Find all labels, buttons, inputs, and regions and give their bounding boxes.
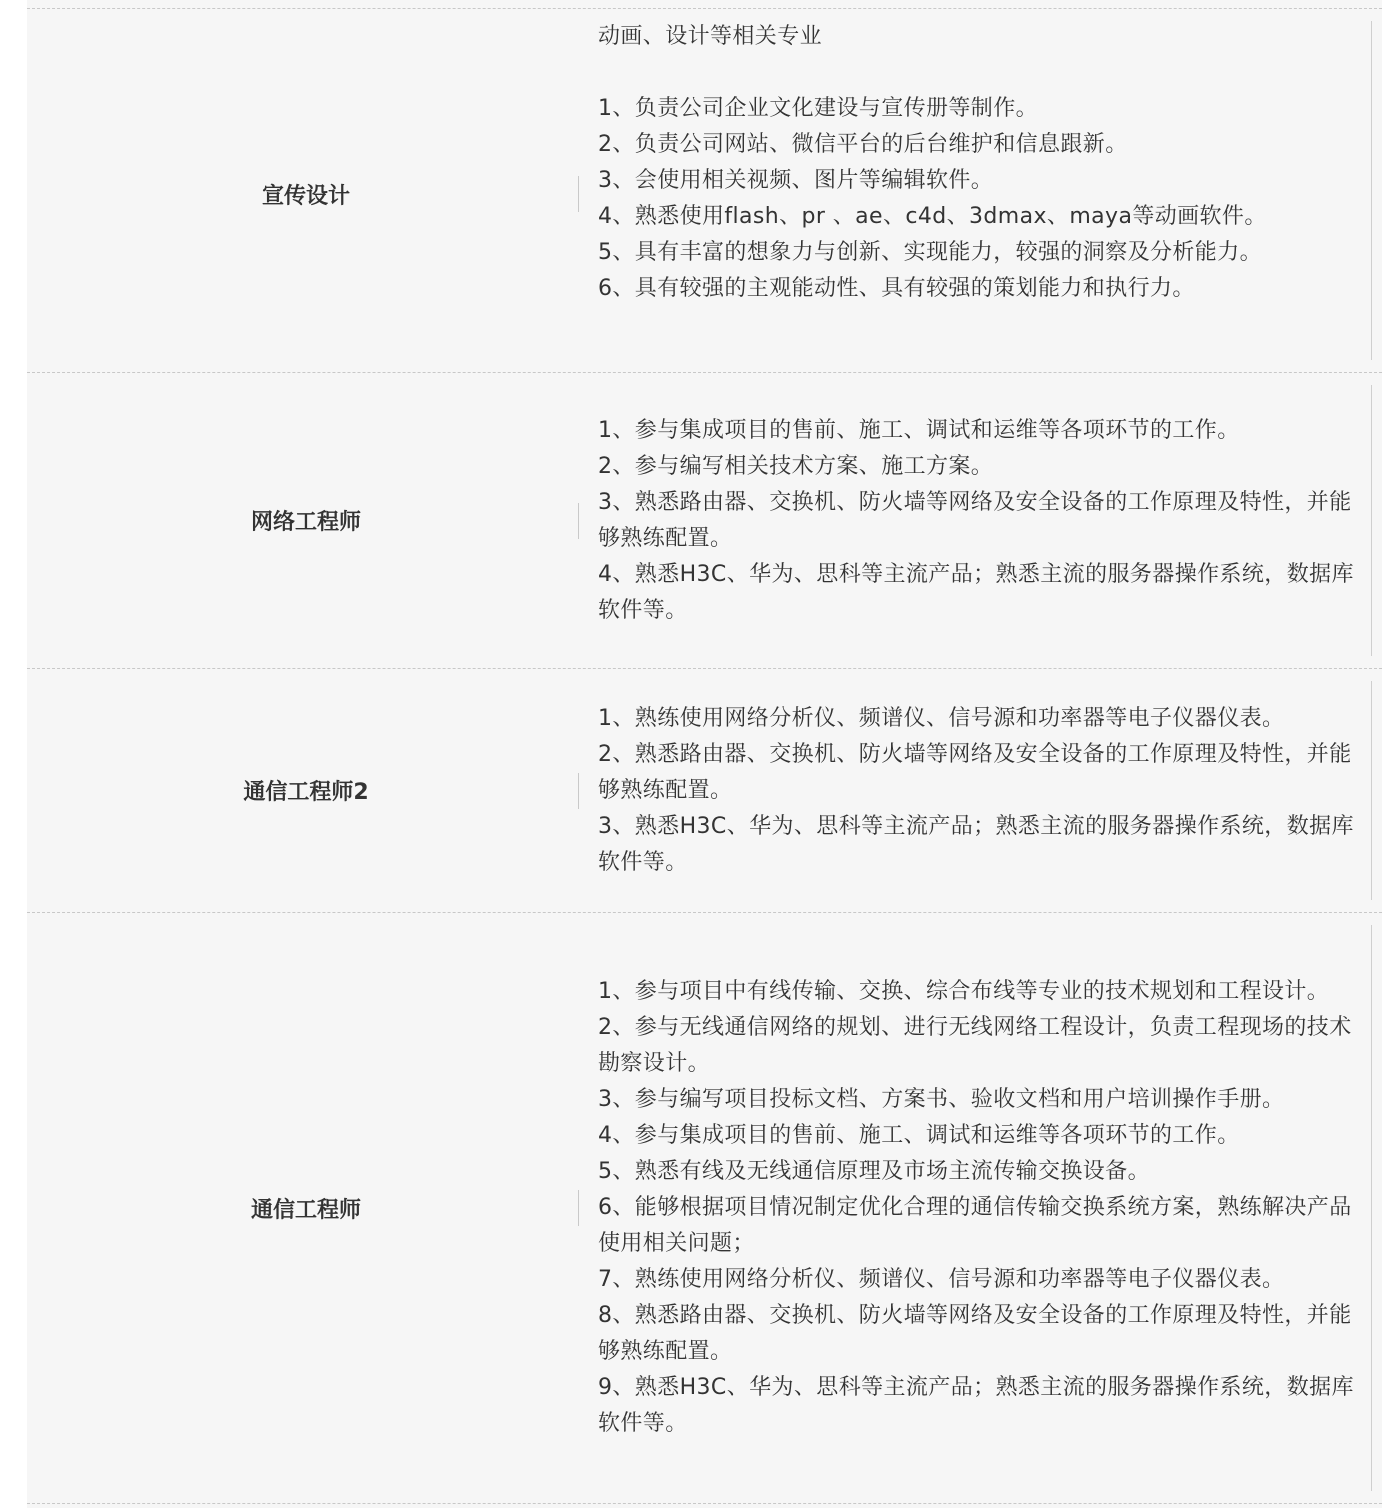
job-title: 通信工程师2 [243,780,369,805]
description-line: 2、负责公司网站、微信平台的后台维护和信息跟新。 [598,132,1128,157]
job-title: 宣传设计 [261,184,350,209]
job-row [27,912,1382,1504]
job-title: 通信工程师 [250,1197,361,1223]
description-line: 5、熟悉有线及无线通信原理及市场主流传输交换设备。 [598,1159,1150,1184]
description-line: 9、熟悉H3C、华为、思科等主流产品；熟悉主流的服务器操作系统，数据库软件等。 [598,1375,1354,1436]
description-line: 8、熟悉路由器、交换机、防火墙等网络及安全设备的工作原理及特性，并能够熟练配置。 [598,1303,1352,1364]
right-edge-rule [1371,385,1372,656]
job-description [580,701,1382,881]
right-edge-rule [1371,925,1372,1491]
job-listing [27,8,1382,1504]
job-description [580,413,1382,629]
column-divider [578,1190,579,1226]
description-line: 1、参与项目中有线传输、交换、综合布线等专业的技术规划和工程设计。 [598,979,1330,1004]
description-line: 2、参与编写相关技术方案、施工方案。 [598,453,994,479]
description-line: 动画、设计等相关专业 [598,24,823,49]
description-line: 3、熟悉路由器、交换机、防火墙等网络及安全设备的工作原理及特性，并能够熟练配置。 [598,489,1352,551]
description-line: 7、熟练使用网络分析仪、频谱仪、信号源和功率器等电子仪器仪表。 [598,1267,1285,1292]
job-description [580,9,1382,307]
job-row [27,8,1382,372]
description-line: 2、参与无线通信网络的规划、进行无线网络工程设计，负责工程现场的技术勘察设计。 [598,1015,1352,1076]
column-divider [578,176,579,212]
job-title: 网络工程师 [250,510,361,535]
job-row [27,372,1382,668]
job-row [27,668,1382,912]
description-line: 6、具有较强的主观能动性、具有较强的策划能力和执行力。 [598,276,1195,301]
description-line: 3、会使用相关视频、图片等编辑软件。 [598,168,994,193]
description-line: 4、熟悉H3C、华为、思科等主流产品；熟悉主流的服务器操作系统，数据库软件等。 [598,561,1354,623]
description-line: 3、熟悉H3C、华为、思科等主流产品；熟悉主流的服务器操作系统，数据库软件等。 [598,813,1354,875]
description-line: 3、参与编写项目投标文档、方案书、验收文档和用户培训操作手册。 [598,1087,1285,1112]
right-edge-rule [1371,681,1372,900]
description-line: 2、熟悉路由器、交换机、防火墙等网络及安全设备的工作原理及特性，并能够熟练配置。 [598,741,1352,803]
description-line: 1、熟练使用网络分析仪、频谱仪、信号源和功率器等电子仪器仪表。 [598,705,1285,731]
description-line: 1、负责公司企业文化建设与宣传册等制作。 [598,96,1038,121]
column-divider [578,503,579,539]
column-divider [578,773,579,809]
description-line: 4、参与集成项目的售前、施工、调试和运维等各项环节的工作。 [598,1123,1240,1148]
description-line: 5、具有丰富的想象力与创新、实现能力，较强的洞察及分析能力。 [598,240,1262,265]
description-spacer [598,55,1368,91]
job-description [580,974,1382,1442]
description-line: 6、能够根据项目情况制定优化合理的通信传输交换系统方案，熟练解决产品使用相关问题； [598,1195,1352,1256]
description-line: 4、熟悉使用flash、pr 、ae、c4d、3dmax、maya等动画软件。 [598,204,1267,229]
description-line: 1、参与集成项目的售前、施工、调试和运维等各项环节的工作。 [598,417,1240,443]
right-edge-rule [1371,21,1372,360]
